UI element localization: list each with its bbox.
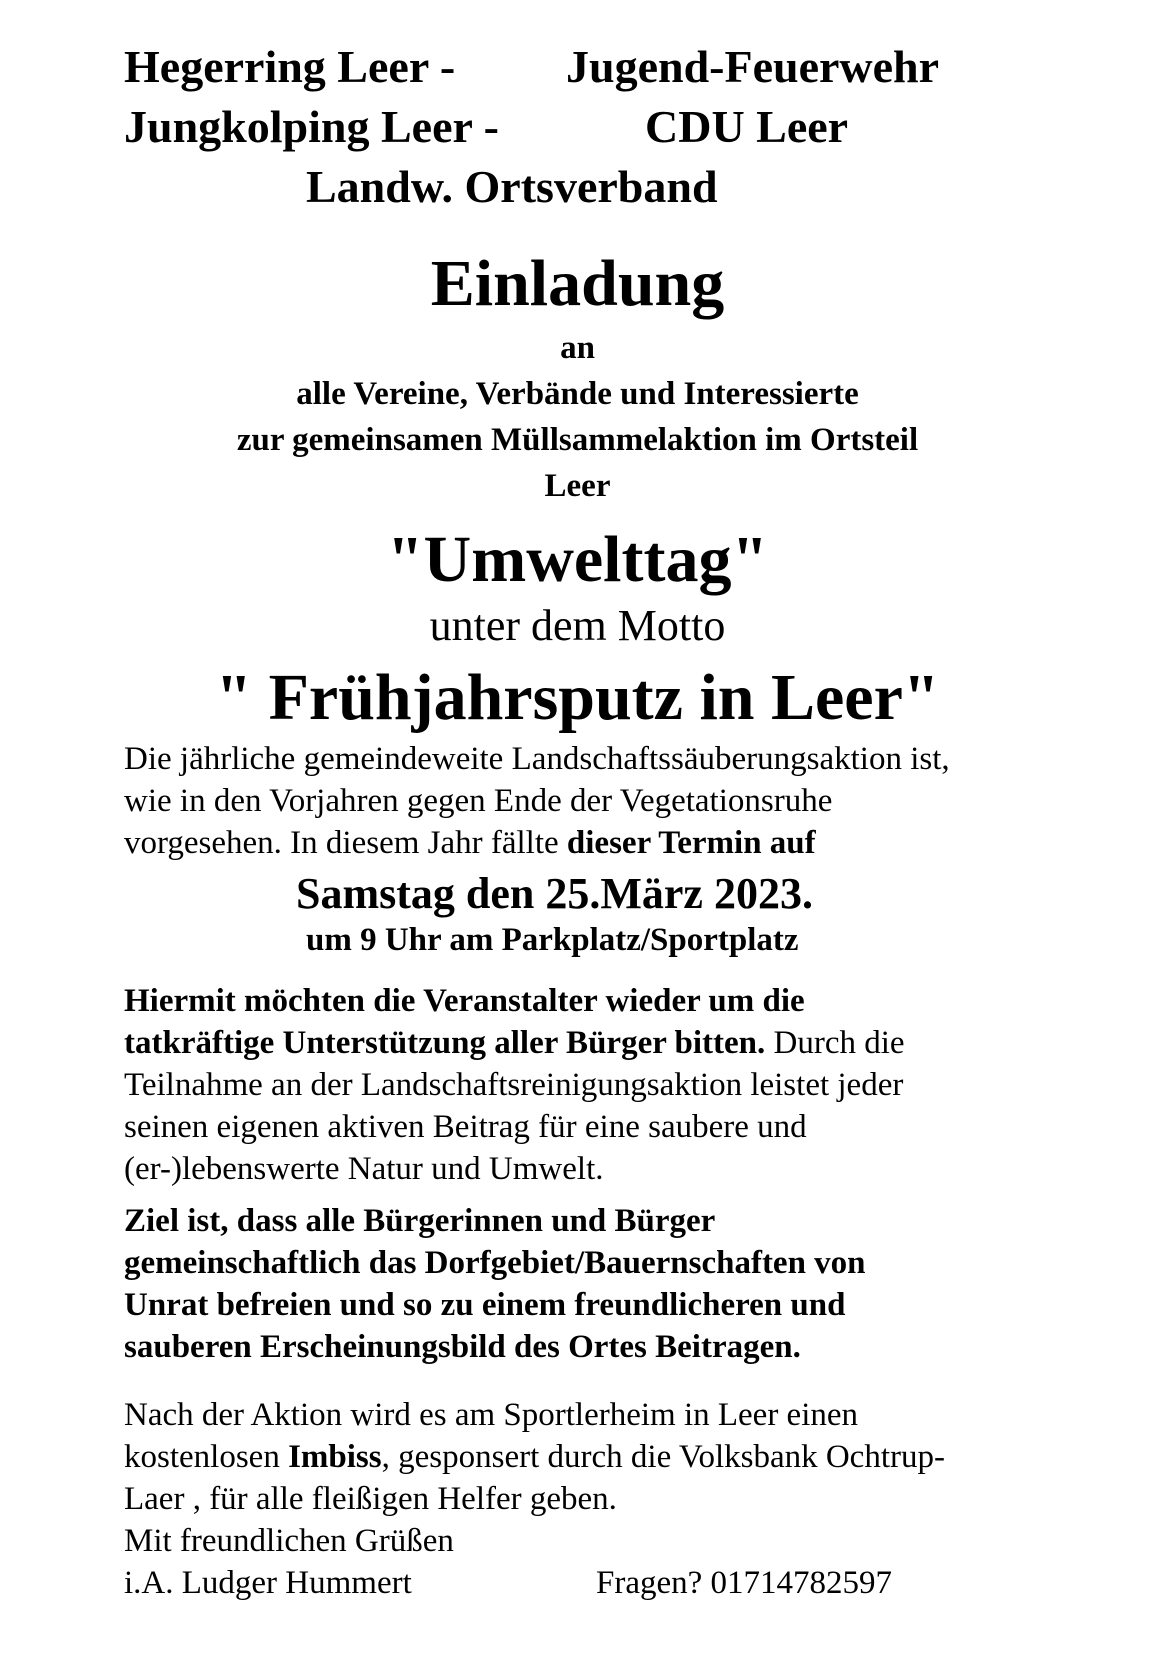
intro-line-1: Die jährliche gemeindeweite Landschaftssäuberungsaktion ist, xyxy=(124,741,950,777)
closing-signature: i.A. Ludger Hummert xyxy=(124,1565,412,1601)
invitation-line-1: alle Vereine, Verbände und Interessierte xyxy=(296,376,859,412)
organizer-hegerring: Hegerring Leer - xyxy=(124,41,456,92)
appeal-line-2-regular: Durch die xyxy=(765,1025,905,1061)
intro-line-3-regular: vorgesehen. In diesem Jahr fällte xyxy=(124,825,567,861)
invitation-an: an xyxy=(560,330,595,366)
goal-line-4: sauberen Erscheinungsbild des Ortes Beitragen. xyxy=(124,1329,801,1365)
closing-greeting: Mit freundlichen Grüßen xyxy=(124,1523,454,1559)
organizer-cdu: CDU Leer xyxy=(645,101,849,152)
motto: " Frühjahrsputz in Leer" xyxy=(215,661,940,734)
intro-line-3 xyxy=(124,822,1084,864)
intro-paragraph xyxy=(124,738,1084,864)
event-date: Samstag den 25.März 2023. xyxy=(296,869,813,918)
goal-line-3: Unrat befreien und so zu einem freundlicheren und xyxy=(124,1287,846,1323)
after-line-3: Laer , für alle fleißigen Helfer geben. xyxy=(124,1481,617,1517)
organizer-landw-ortsverband: Landw. Ortsverband xyxy=(306,161,718,212)
after-line-2-b: , gesponsert durch die Volksbank Ochtrup- xyxy=(381,1439,945,1475)
appeal-line-3: Teilnahme an der Landschaftsreinigungsaktion leistet jeder xyxy=(124,1067,904,1103)
goal-line-2: gemeinschaftlich das Dorfgebiet/Bauernschaften von xyxy=(124,1245,866,1281)
motto-intro: unter dem Motto xyxy=(429,601,726,650)
invitation-line-3: Leer xyxy=(544,468,611,504)
invitation-line-2: zur gemeinsamen Müllsammelaktion im Ortsteil xyxy=(236,422,919,458)
appeal-line-1: Hiermit möchten die Veranstalter wieder um die xyxy=(124,983,805,1019)
appeal-line-2-bold: tatkräftige Unterstützung aller Bürger bitten. xyxy=(124,1025,766,1061)
appeal-line-4: seinen eigenen aktiven Beitrag für eine saubere und xyxy=(124,1109,807,1145)
intro-line-3-bold: dieser Termin auf xyxy=(566,825,816,861)
intro-line-2: wie in den Vorjahren gegen Ende der Vegetationsruhe xyxy=(124,783,833,819)
event-time-place: um 9 Uhr am Parkplatz/Sportplatz xyxy=(306,922,799,958)
closing-contact: Fragen? 01714782597 xyxy=(596,1565,893,1601)
appeal-line-2 xyxy=(124,1022,1084,1064)
after-line-2 xyxy=(124,1436,1084,1478)
after-paragraph xyxy=(124,1394,1084,1562)
goal-paragraph xyxy=(124,1200,1084,1368)
organizer-jugend-feuerwehr: Jugend-Feuerwehr xyxy=(566,41,940,92)
invitation-title: Einladung xyxy=(430,247,725,320)
goal-line-1: Ziel ist, dass alle Bürgerinnen und Bürger xyxy=(124,1203,716,1239)
organizer-jungkolping: Jungkolping Leer - xyxy=(124,101,499,152)
event-name: "Umwelttag" xyxy=(386,523,769,596)
after-line-1: Nach der Aktion wird es am Sportlerheim in Leer einen xyxy=(124,1397,859,1433)
appeal-line-5: (er-)lebenswerte Natur und Umwelt. xyxy=(124,1151,604,1187)
after-line-2-a: kostenlosen xyxy=(124,1439,289,1475)
after-line-2-bold: Imbiss xyxy=(288,1439,382,1475)
appeal-paragraph xyxy=(124,980,1084,1190)
